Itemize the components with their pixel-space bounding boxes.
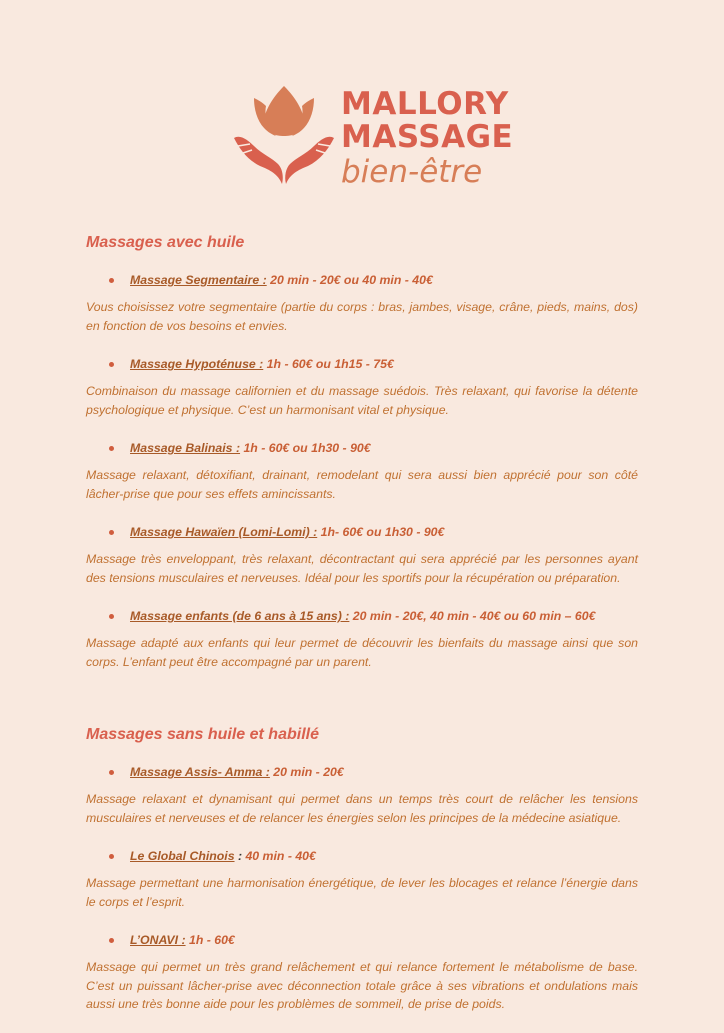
item-name: Massage enfants (de 6 ans à 15 ans) : xyxy=(130,609,350,623)
item-price: 20 min - 20€, 40 min - 40€ ou 60 min – 60€ xyxy=(349,609,596,623)
list-item xyxy=(86,762,638,782)
item-name: L’ONAVI : xyxy=(130,933,186,947)
item-description: Massage qui permet un très grand relâchement et qui relance fortement le métabolisme de base. C’est un puissant lâcher-prise avec déconnection totale grâce à ses vibrations et ondulations mais aussi une très bonne aide pour les problèmes de sommeil, de prise de poids. xyxy=(86,960,638,1011)
item-description: Combinaison du massage californien et du massage suédois. Très relaxant, qui favorise la détente psychologique et physique. C’est un harmonisant vital et physique. xyxy=(86,384,638,417)
list-item xyxy=(86,270,638,290)
item-description: Massage relaxant, détoxifiant, drainant, remodelant qui sera aussi bien apprécié pour son côté lâcher-prise que pour ses effets amincissants. xyxy=(86,468,638,501)
section-title: Massages sans huile et habillé xyxy=(86,726,319,743)
item-price: 1h- 60€ ou 1h30 - 90€ xyxy=(317,525,445,539)
brand-tagline: bien-être xyxy=(341,154,483,190)
item-name: Massage Segmentaire : xyxy=(130,273,267,287)
brand-logo xyxy=(232,84,514,194)
item-colon: : xyxy=(234,849,243,863)
lotus-hands-icon xyxy=(232,84,336,194)
bullet-icon xyxy=(109,614,114,619)
list-item xyxy=(86,606,638,626)
item-name: Massage Hawaïen (Lomi-Lomi) : xyxy=(130,525,318,539)
item-price: 20 min - 20€ xyxy=(269,765,344,779)
bullet-icon xyxy=(109,278,114,283)
list-item xyxy=(86,438,638,458)
section-title: Massages avec huile xyxy=(86,234,245,251)
item-name: Le Global Chinois xyxy=(130,849,235,863)
bullet-icon xyxy=(109,854,114,859)
item-description: Massage relaxant et dynamisant qui permet dans un temps très court de relâcher les tensions musculaires et nerveuses et de relancer les énergies selon les principes de la médecine asiatique. xyxy=(86,792,638,825)
brand-name xyxy=(341,88,513,154)
list-item xyxy=(86,846,638,866)
item-description: Massage adapté aux enfants qui leur permet de découvrir les bienfaits du massage ainsi que son corps. L’enfant peut être accompagné par un parent. xyxy=(86,636,638,669)
item-price: 20 min - 20€ ou 40 min - 40€ xyxy=(266,273,433,287)
bullet-icon xyxy=(109,938,114,943)
brand-line-2: MASSAGE xyxy=(341,119,514,155)
price-list xyxy=(86,232,638,1033)
bullet-icon xyxy=(109,446,114,451)
bullet-icon xyxy=(109,770,114,775)
item-price: 1h - 60€ ou 1h30 - 90€ xyxy=(240,441,371,455)
item-name: Massage Assis- Amma : xyxy=(130,765,270,779)
section-spacer xyxy=(86,690,638,724)
item-price: 40 min - 40€ xyxy=(242,849,316,863)
brand-line-1: MALLORY xyxy=(341,86,509,122)
list-item xyxy=(86,930,638,950)
item-description: Vous choisissez votre segmentaire (partie du corps : bras, jambes, visage, crâne, pieds, mains, dos) en fonction de vos besoins et envies. xyxy=(86,300,638,333)
item-price: 1h - 60€ ou 1h15 - 75€ xyxy=(263,357,394,371)
item-name: Massage Hypoténuse : xyxy=(130,357,264,371)
list-item xyxy=(86,522,638,542)
list-item xyxy=(86,354,638,374)
item-name: Massage Balinais : xyxy=(130,441,241,455)
bullet-icon xyxy=(109,530,114,535)
bullet-icon xyxy=(109,362,114,367)
item-price: 1h - 60€ xyxy=(185,933,235,947)
item-description: Massage permettant une harmonisation énergétique, de lever les blocages et relance l’énergie dans le corps et l’esprit. xyxy=(86,876,638,909)
item-description: Massage très enveloppant, très relaxant, décontractant qui sera apprécié par les personnes ayant des tensions musculaires et nerveuses. Idéal pour les sportifs pour la récupération ou préparation. xyxy=(86,552,638,585)
